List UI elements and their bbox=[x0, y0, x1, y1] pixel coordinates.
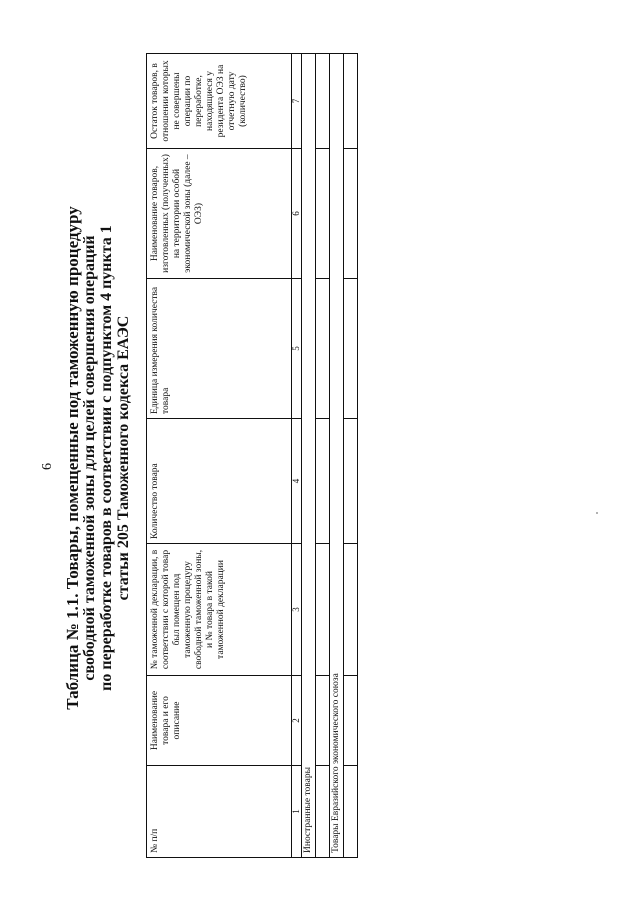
column-number: 1 bbox=[292, 766, 302, 858]
title-line-4: статьи 205 Таможенного кодекса ЕАЭС bbox=[115, 315, 132, 601]
header-row bbox=[147, 54, 292, 858]
table-row bbox=[316, 54, 330, 858]
table-cell bbox=[344, 149, 358, 279]
column-number: 6 bbox=[292, 149, 302, 279]
table-cell bbox=[344, 676, 358, 766]
table-cell bbox=[316, 419, 330, 544]
table-row bbox=[344, 54, 358, 858]
table-cell bbox=[316, 766, 330, 858]
header-cell-remainder: Остаток товаров, в отношении которых не совершены операции по переработке, находящиеся у резидента ОЭЗ на отчетную дату (количество) bbox=[147, 54, 292, 149]
table-cell bbox=[344, 419, 358, 544]
title-line-2: свободной таможенной зоны для целей совершения операций bbox=[81, 235, 98, 681]
table-cell bbox=[316, 54, 330, 149]
rotated-content bbox=[64, 54, 344, 862]
section-label-eaeu: Товары Евразийского экономического союза bbox=[330, 54, 344, 858]
table-cell bbox=[316, 544, 330, 676]
goods-table bbox=[146, 53, 358, 858]
column-number-row bbox=[292, 54, 302, 858]
table-cell bbox=[316, 149, 330, 279]
scan-speck bbox=[596, 512, 598, 514]
table-cell bbox=[344, 279, 358, 419]
table-title bbox=[64, 54, 146, 862]
header-cell-quantity: Количество товара bbox=[147, 419, 292, 544]
section-row-eaeu bbox=[330, 54, 344, 858]
column-number: 7 bbox=[292, 54, 302, 149]
header-cell-produced-goods: Наименование товаров, изготовленных (полученных) на территории особой экономической зоны (далее – ОЭЗ) bbox=[147, 149, 292, 279]
column-number: 3 bbox=[292, 544, 302, 676]
title-line-3: по переработке товаров в соответствии с подпунктом 4 пункта 1 bbox=[98, 225, 115, 691]
column-number: 5 bbox=[292, 279, 302, 419]
section-label-foreign: Иностранные товары bbox=[302, 54, 316, 858]
column-number: 4 bbox=[292, 419, 302, 544]
page-number: 6 bbox=[40, 463, 55, 470]
header-cell-declaration: № таможенной декларации, в соответствии с которой товар был помещен под таможенную процедуру свободной таможенной зоны, и № товара в такой таможенной декларации bbox=[147, 544, 292, 676]
table-cell bbox=[316, 279, 330, 419]
table-cell bbox=[316, 676, 330, 766]
table-cell bbox=[344, 544, 358, 676]
column-number: 2 bbox=[292, 676, 302, 766]
table-cell bbox=[344, 766, 358, 858]
header-cell-name: Наименование товара и его описание bbox=[147, 676, 292, 766]
section-row-foreign bbox=[302, 54, 316, 858]
header-cell-number: № п/п bbox=[147, 766, 292, 858]
table-cell bbox=[344, 54, 358, 149]
title-line-1: Таблица № 1.1. Товары, помещенные под таможенную процедуру bbox=[63, 206, 82, 710]
header-cell-unit: Единица измерения количества товара bbox=[147, 279, 292, 419]
